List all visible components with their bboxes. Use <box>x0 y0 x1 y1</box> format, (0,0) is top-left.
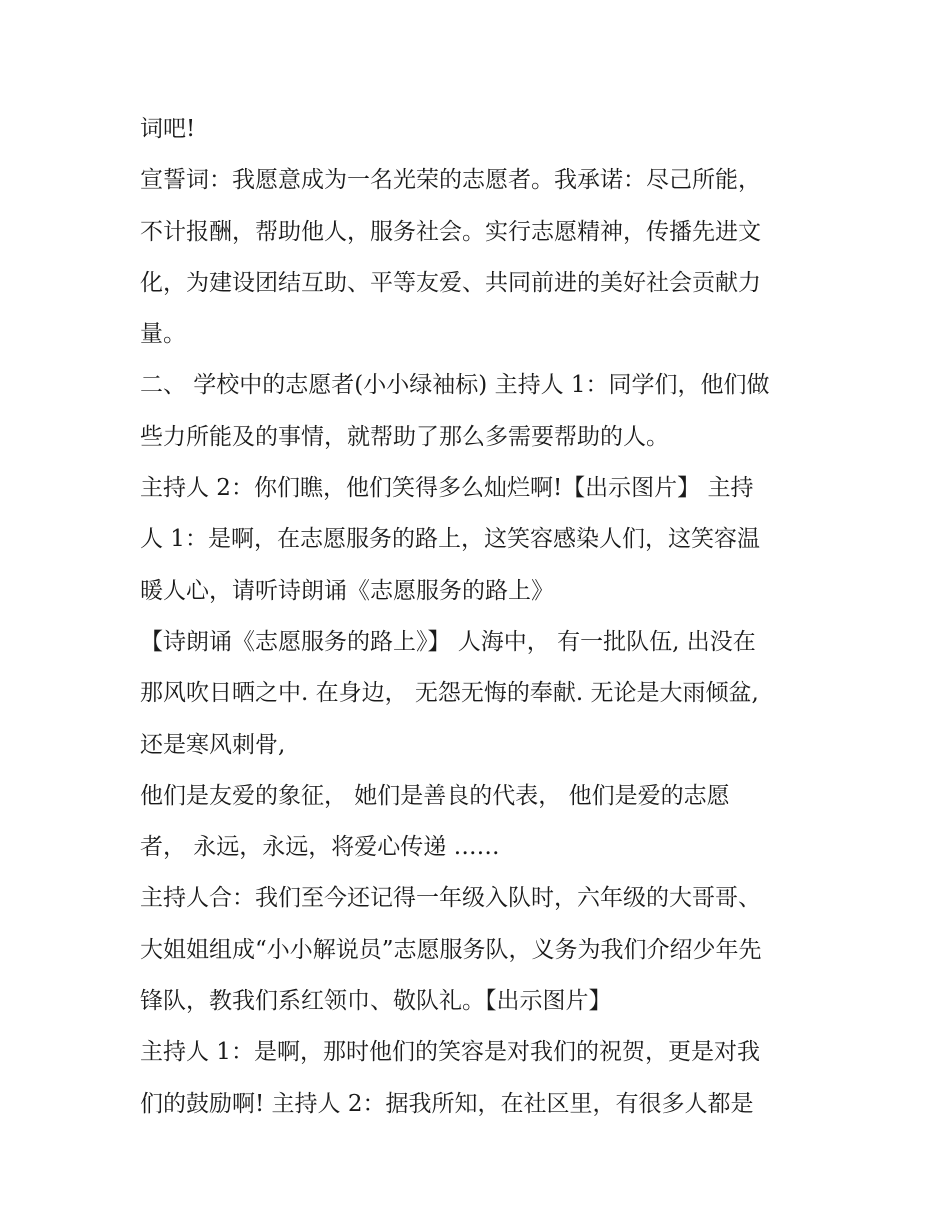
text-line: 些力所能及的事情，就帮助了那么多需要帮助的人。 <box>140 423 669 450</box>
text-line: 还是寒风刺骨, <box>140 731 286 758</box>
document-body <box>140 104 830 1130</box>
text-line: 人 1：是啊，在志愿服务的路上，这笑容感染人们，这笑容温 <box>140 526 760 553</box>
text-line: 【诗朗诵《志愿服务的路上》】 人海中， 有一批队伍, 出没在 <box>140 628 756 655</box>
text-line: 词吧! <box>140 116 196 142</box>
text-line: 者， 永远，永远，将爱心传递 …… <box>140 834 500 861</box>
text-line: 们的鼓励啊! 主持人 2：据我所知，在社区里，有很多人都是 <box>140 1090 754 1117</box>
text-line: 主持人 1：是啊，那时他们的笑容是对我们的祝贺，更是对我 <box>140 1039 760 1066</box>
text-line: 那风吹日晒之中. 在身边， 无怨无悔的奉献. 无论是大雨倾盆, <box>140 680 759 707</box>
text-line: 大姐姐组成“小小解说员”志愿服务队，义务为我们介绍少年先 <box>140 936 762 963</box>
text-line: 化，为建设团结互助、平等友爱、共同前进的美好社会贡献力 <box>140 269 761 296</box>
text-line: 宣誓词：我愿意成为一名光荣的志愿者。我承诺：尽己所能， <box>140 167 761 194</box>
text-line: 不计报酬，帮助他人，服务社会。实行志愿精神，传播先进文 <box>140 218 761 245</box>
text-line: 主持人 2：你们瞧，他们笑得多么灿烂啊!【出示图片】 主持 <box>140 475 754 502</box>
text-line: 锋队，教我们系红领巾、敬队礼。【出示图片】 <box>140 988 612 1015</box>
text-line: 暖人心，请听诗朗诵《志愿服务的路上》 <box>140 577 554 604</box>
text-line: 主持人合：我们至今还记得一年级入队时，六年级的大哥哥、 <box>140 885 761 912</box>
text-line: 量。 <box>140 321 186 348</box>
text-line: 他们是友爱的象征， 她们是善良的代表， 他们是爱的志愿 <box>140 782 730 809</box>
text-line: 二、 学校中的志愿者(小小绿袖标) 主持人 1：同学们，他们做 <box>140 372 770 399</box>
